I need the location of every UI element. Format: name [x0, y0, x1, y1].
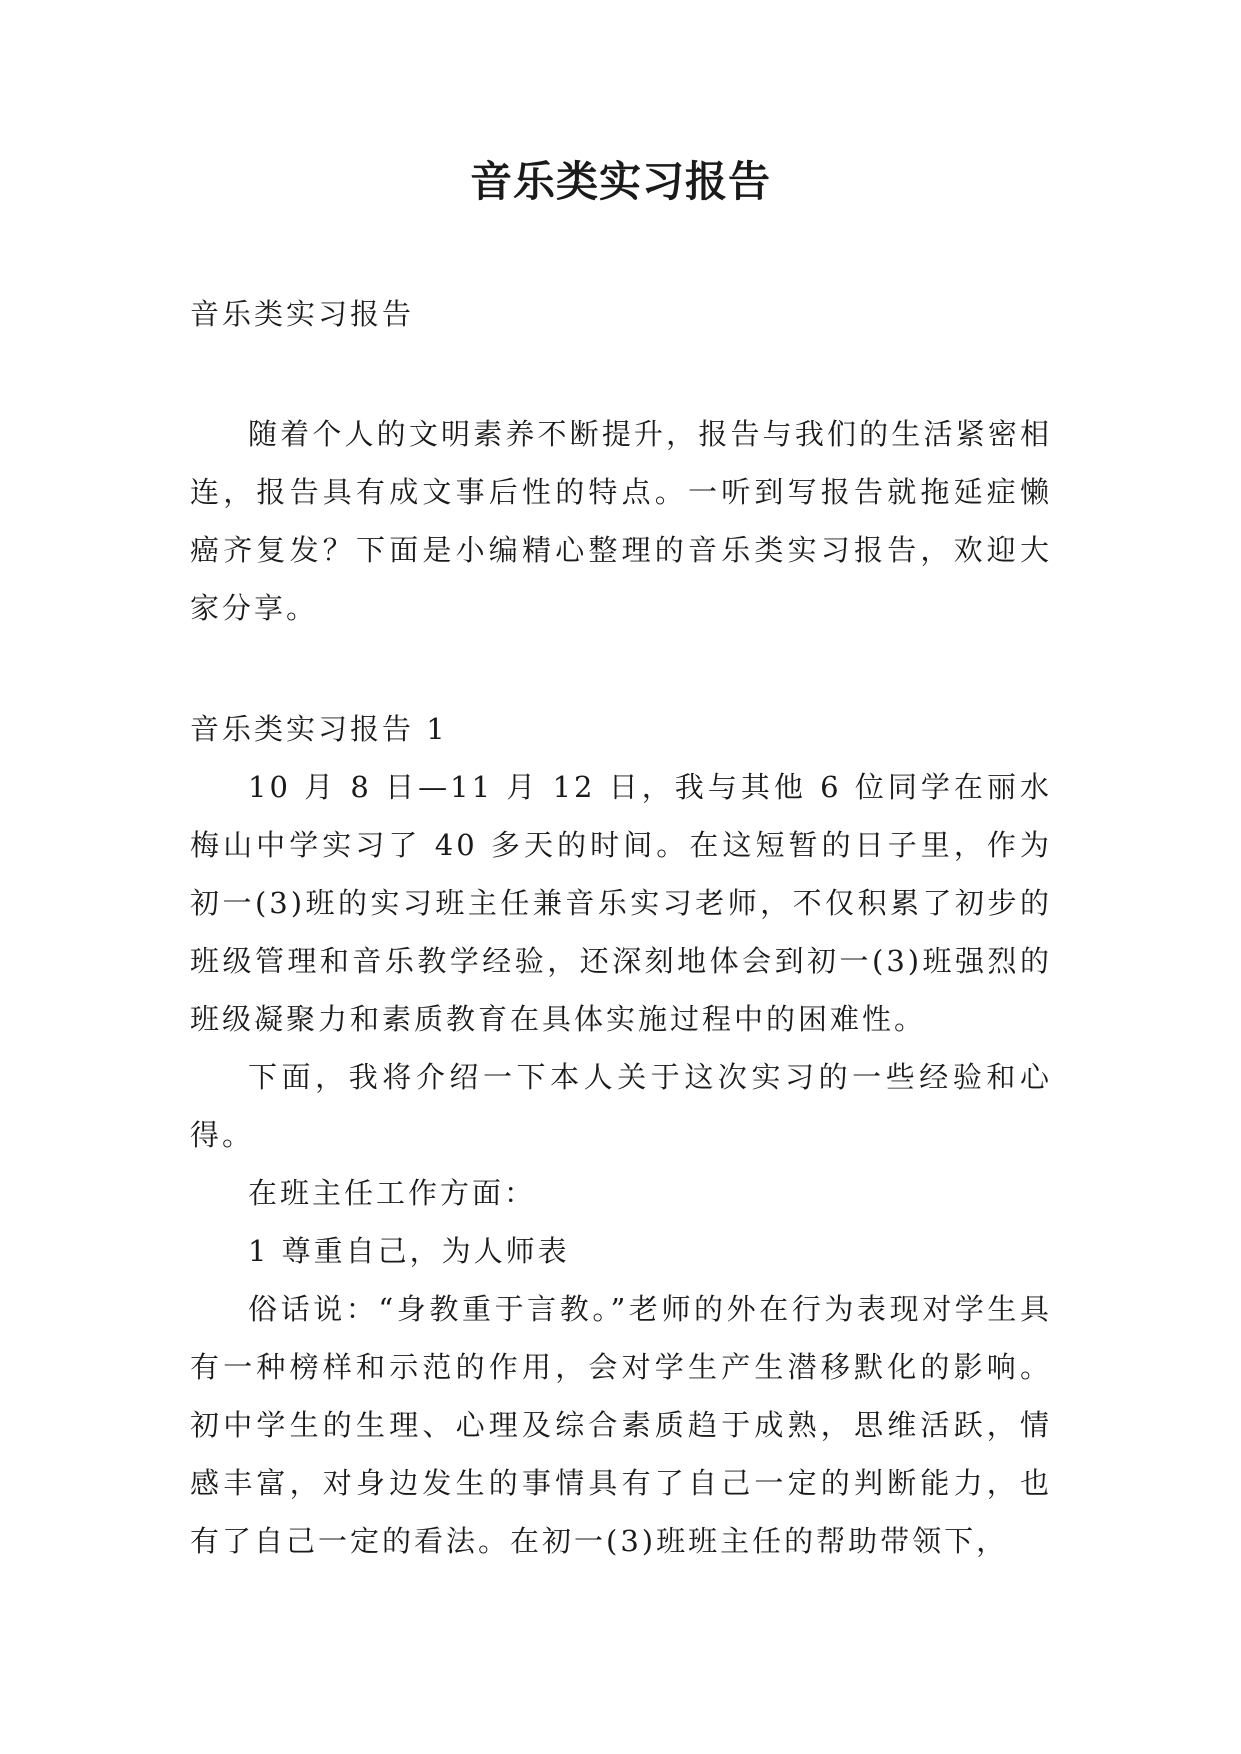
paragraph-1: 10 月 8 日—11 月 12 日，我与其他 6 位同学在丽水梅山中学实习了 40 多天的时间。在这短暂的日子里，作为初一(3)班的实习班主任兼音乐实习老师，不仅积累了初步的班级管理和音乐教学经验，还深刻地体会到初一(3)班强烈的班级凝聚力和素质教育在具体实施过程中的困难性。: [190, 770, 1052, 1036]
paragraph-5: 俗话说：“身教重于言教。”老师的外在行为表现对学生具有一种榜样和示范的作用，会对学生产生潜移默化的影响。初中学生的生理、心理及综合素质趋于成熟，思维活跃，情感丰富，对身边发生的事情具有了自己一定的判断能力，也有了自己一定的看法。在初一(3)班班主任的帮助带领下，: [190, 1292, 1052, 1558]
paragraph-3: 在班主任工作方面：: [248, 1176, 537, 1210]
main-body: [190, 758, 1052, 1570]
intro-block: [190, 405, 1052, 637]
document-subtitle: 音乐类实习报告: [190, 297, 415, 331]
paragraph-2: 下面，我将介绍一下本人关于这次实习的一些经验和心得。: [190, 1060, 1052, 1152]
paragraph-4: 1 尊重自己，为人师表: [248, 1234, 570, 1268]
section-title: 音乐类实习报告 1: [190, 712, 448, 746]
intro-paragraph: 随着个人的文明素养不断提升，报告与我们的生活紧密相连，报告具有成文事后性的特点。一听到写报告就拖延症懒癌齐复发？下面是小编精心整理的音乐类实习报告，欢迎大家分享。: [190, 417, 1052, 625]
document-title: 音乐类实习报告: [469, 157, 771, 206]
